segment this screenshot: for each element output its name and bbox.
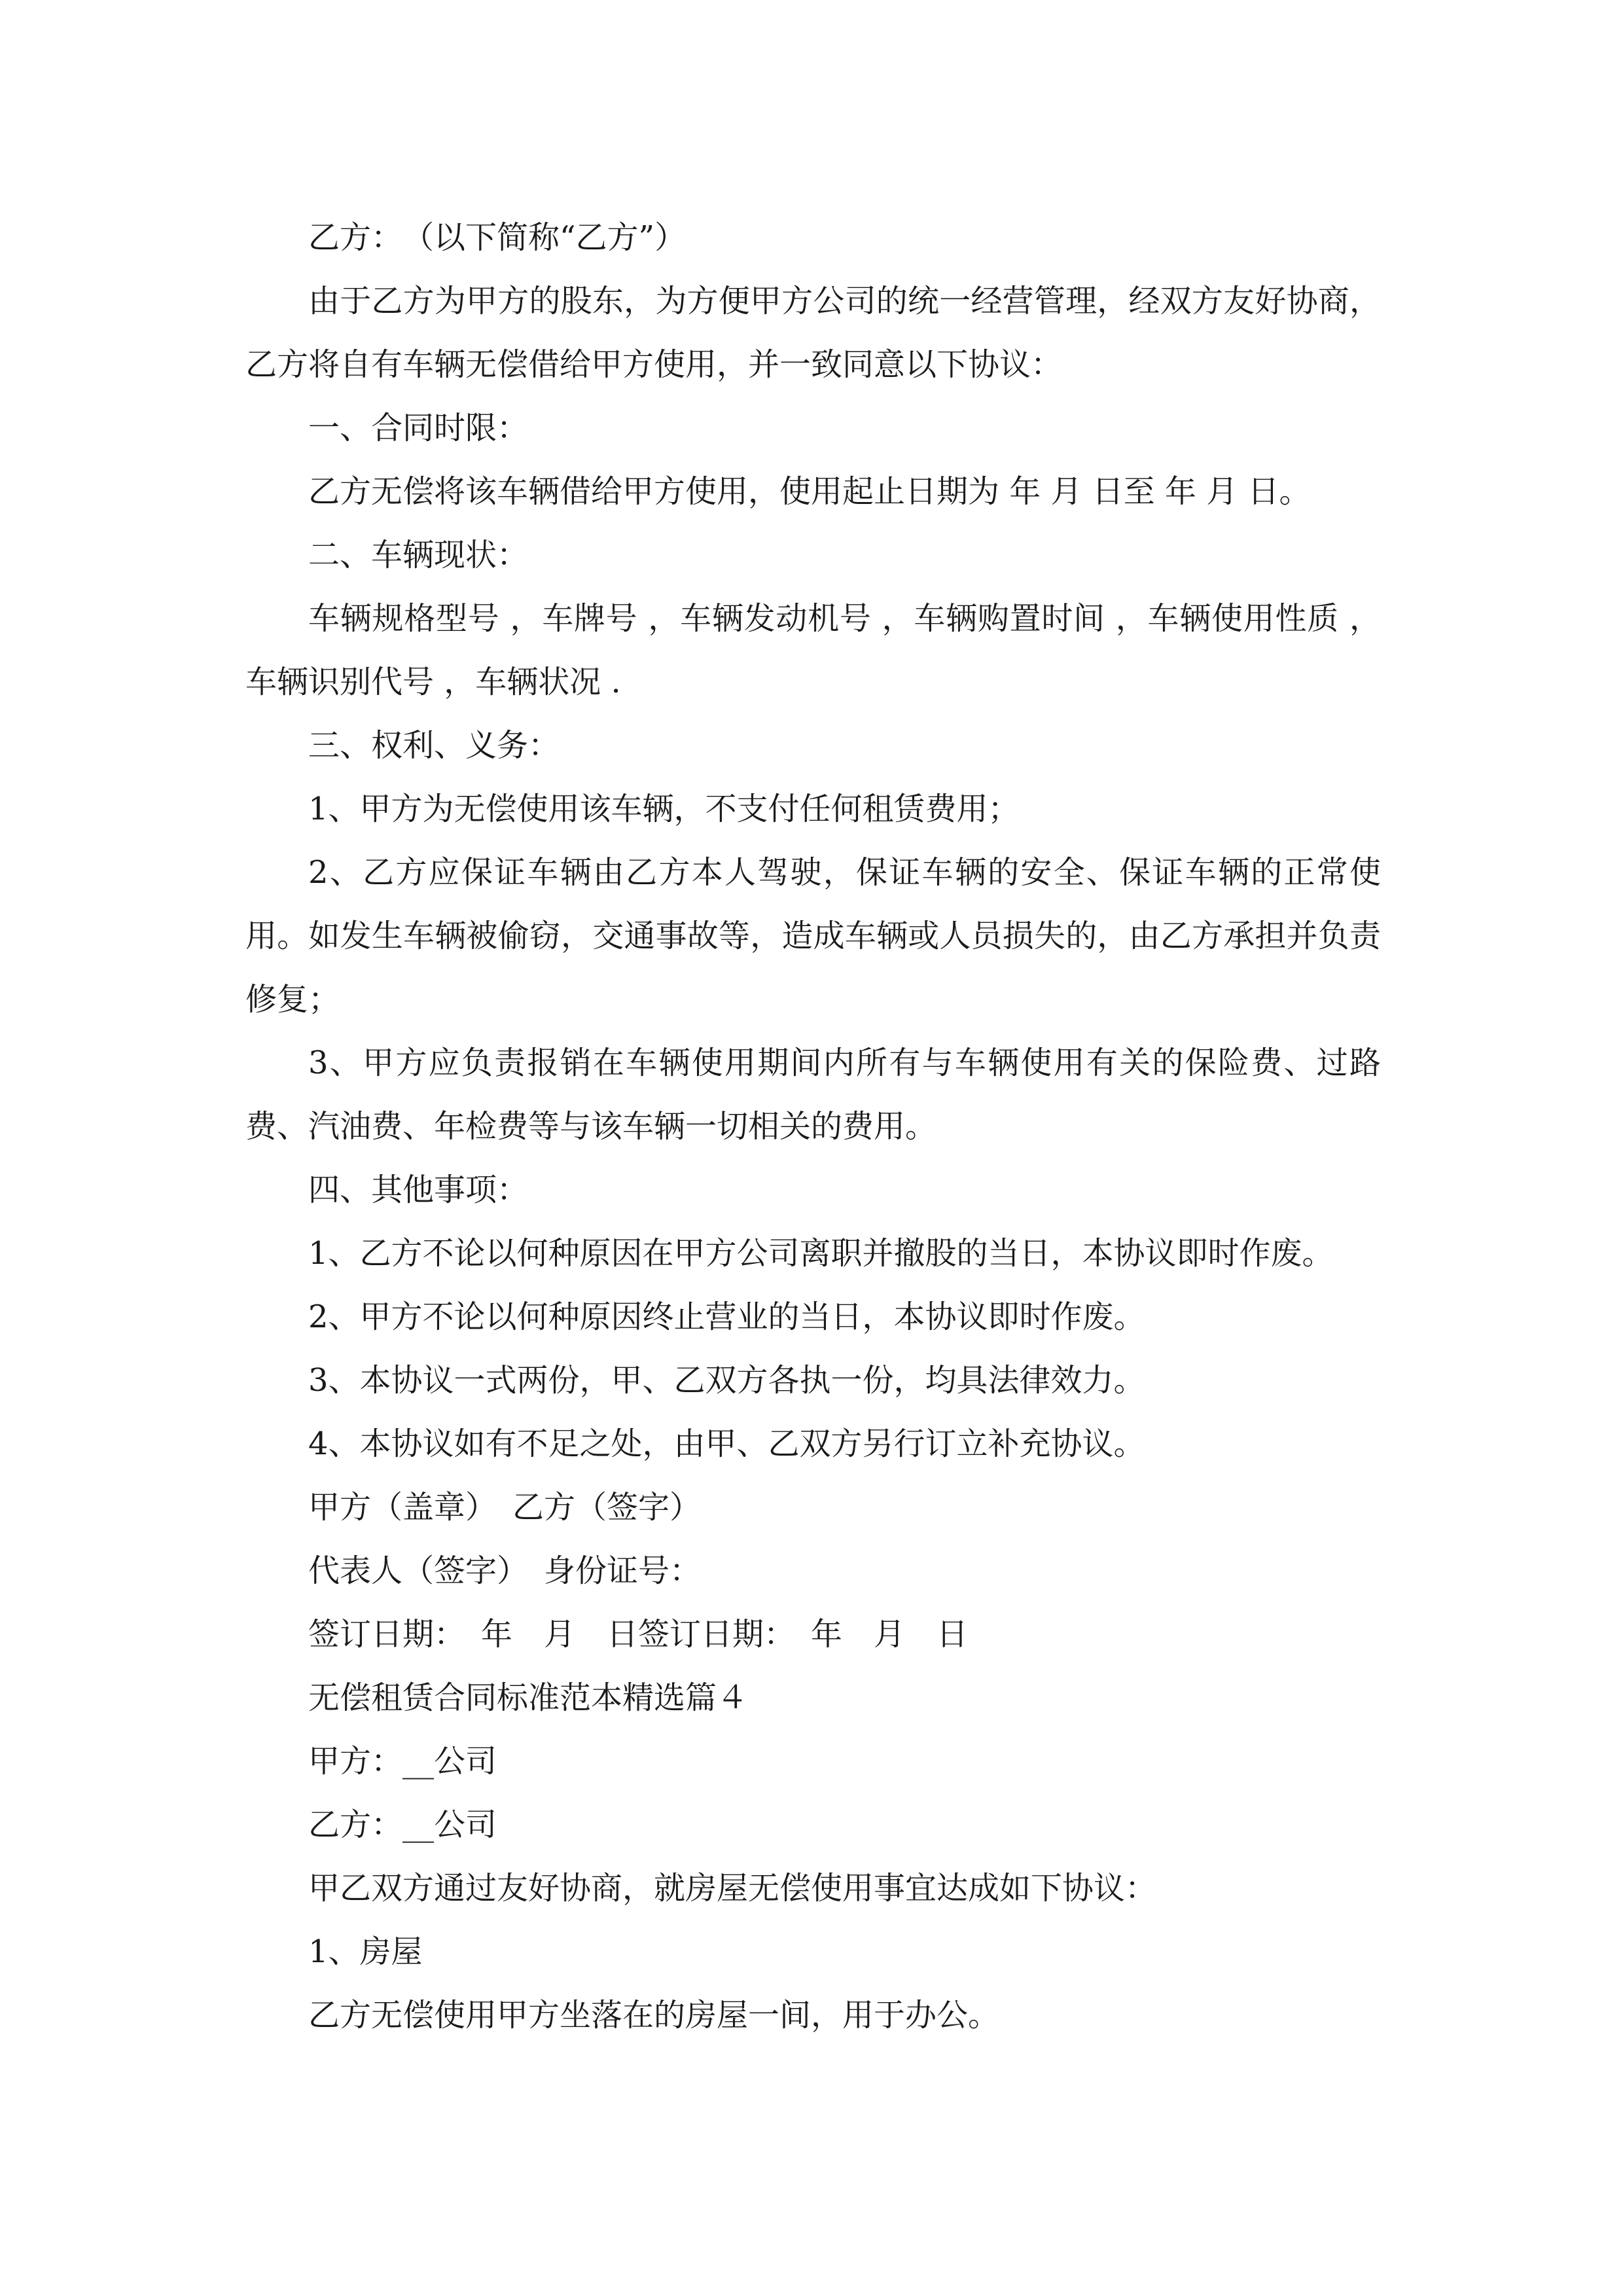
other-item-4: 4、本协议如有不足之处，由甲、乙双方另行订立补充协议。 xyxy=(308,1426,1145,1462)
house-paragraph: 乙方无偿使用甲方坐落在的房屋一间，用于办公。 xyxy=(308,1997,1000,2034)
house-heading: 1、房屋 xyxy=(308,1933,423,1970)
agreement-intro-paragraph: 甲乙双方通过友好协商，就房屋无偿使用事宜达成如下协议： xyxy=(308,1870,1157,1907)
signing-date-line: 签订日期： 年 月 日签订日期： 年 月 日 xyxy=(308,1616,969,1653)
rights-item-3: 3、甲方应负责报销在车辆使用期间内所有与车辆使用有关的保险费、过路费、汽油费、年检费等与该车辆一切相关的费用。 xyxy=(245,1045,1381,1145)
party-b-line: 乙方： （以下简称“乙方”） xyxy=(308,219,687,256)
section-title-part-4: 无偿租赁合同标准范本精选篇４ xyxy=(308,1679,749,1716)
section-heading-vehicle-status: 二、车辆现状： xyxy=(308,537,529,573)
rights-item-2: 2、乙方应保证车辆由乙方本人驾驶，保证车辆的安全、保证车辆的正常使用。如发生车辆被偷窃，交通事故等，造成车辆或人员损失的，由乙方承担并负责修复； xyxy=(245,854,1381,1018)
document-body xyxy=(245,206,1381,2047)
party-a-company-line: 甲方：__公司 xyxy=(308,1743,497,1780)
preamble-paragraph: 由于乙方为甲方的股东，为方便甲方公司的统一经营管理，经双方友好协商，乙方将自有车辆无偿借给甲方使用，并一致同意以下协议： xyxy=(245,283,1381,383)
vehicle-status-paragraph: 车辆规格型号 ，车牌号 ，车辆发动机号 ，车辆购置时间 ，车辆使用性质 ，车辆识别代号 ，车辆状况 . xyxy=(245,600,1381,700)
other-item-1: 1、乙方不论以何种原因在甲方公司离职并撤股的当日，本协议即时作废。 xyxy=(308,1235,1334,1272)
party-b-company-line: 乙方：__公司 xyxy=(308,1806,497,1843)
section-heading-rights: 三、权利、义务： xyxy=(308,727,560,764)
rights-item-1: 1、甲方为无偿使用该车辆，不支付任何租赁费用； xyxy=(308,791,1020,827)
signature-line: 甲方（盖章） 乙方（签字） xyxy=(308,1489,702,1526)
section-heading-other: 四、其他事项： xyxy=(308,1172,529,1208)
term-paragraph: 乙方无偿将该车辆借给甲方使用，使用起止日期为 年 月 日至 年 月 日。 xyxy=(308,473,1311,510)
section-heading-term: 一、合同时限： xyxy=(308,410,529,446)
other-item-3: 3、本协议一式两份，甲、乙双方各执一份，均具法律效力。 xyxy=(308,1362,1145,1399)
other-item-2: 2、甲方不论以何种原因终止营业的当日，本协议即时作废。 xyxy=(308,1299,1145,1335)
representative-line: 代表人（签字） 身份证号： xyxy=(308,1552,702,1589)
